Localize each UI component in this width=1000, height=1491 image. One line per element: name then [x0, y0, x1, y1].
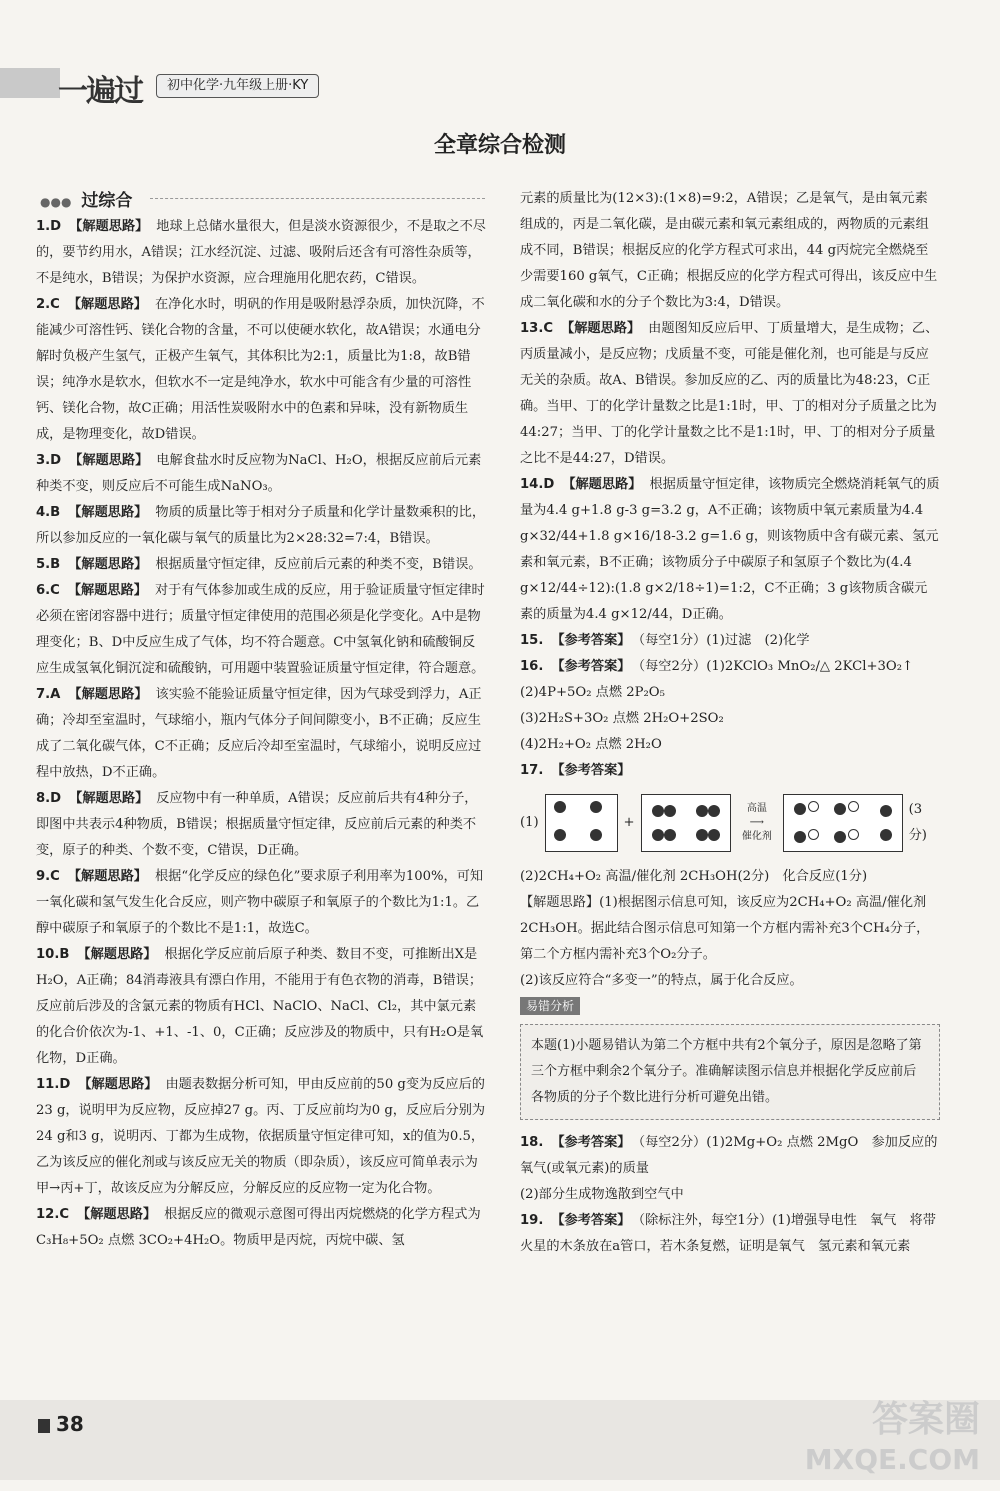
answer-text: 根据化学反应前后原子种类、数目不变，可推断出X是H₂O，A正确；84消毒液具有漂白作用，不能用于有色衣物的消毒，B错误；反应前后涉及的含氯元素的物质有HCl、NaClO、NaCl、Cl₂，其中氯元素的化合价依次为-1、+1、-1、0，C正确；反应涉及的物质中，只有H₂O是氧化物，D正确。: [36, 947, 484, 1066]
answer-item: [520, 1182, 940, 1208]
answer-number: 17.: [520, 763, 544, 778]
answer-tag: 【参考答案】: [551, 633, 631, 648]
answer-tag: 【解题思路】: [69, 791, 149, 806]
answer-number: 8.D: [36, 791, 62, 806]
answer-text: 在净化水时，明矾的作用是吸附悬浮杂质，加快沉降，不能减少可溶性钙、镁化合物的含量，不可以使硬水软化，故A错误；水通电分解时负极产生氢气，正极产生氧气，其体积比为2:1，质量比为1:8，故B错误；纯净水是软水，但软水不一定是纯净水，软水中可能含有少量的可溶性钙、镁化合物，故C正确；用活性炭吸附水中的色素和异味，没有新物质生成，是物理变化，故D错误。: [36, 297, 485, 442]
answer-item: [520, 1130, 940, 1182]
answer-text: 元素的质量比为(12×3):(1×8)=9:2，A错误；乙是氧气，是由氧元素组成的，丙是二氧化碳，是由碳元素和氧元素组成的，两物质的元素组成不同，B错误；根据反应的化学方程式可求出，44 g丙烷完全燃烧至少需要160 g氧气，C正确；根据反应的化学方程式可得出，该反应中生成二氧化碳和水的分子个数比为3:4，D错误。: [520, 191, 938, 310]
answer-item: [520, 654, 940, 680]
answer-item: [520, 706, 940, 732]
answer-item: [36, 578, 486, 682]
answer-number: 9.C: [36, 869, 60, 884]
answer-tag: 【参考答案】: [551, 1213, 631, 1228]
error-analysis-text: 本题(1)小题易错认为第二个方框中共有2个氧分子，原因是忽略了第三个方框中剩余2个氧分子。准确解读图示信息并根据化学反应前后各物质的分子个数比进行分析可避免出错。: [520, 1024, 940, 1120]
answer-tag: 【参考答案】: [551, 763, 631, 778]
section-title: 过综合: [81, 191, 133, 211]
molecule-icon: [880, 805, 892, 817]
molecule-icon: [834, 803, 846, 815]
answer-item: [520, 758, 940, 784]
molecule-icon: [848, 829, 859, 840]
book-label: 初中化学·九年级上册·KY: [156, 74, 319, 98]
answer-tag: 【参考答案】: [551, 659, 631, 674]
answer-text: 根据反应的微观示意图可得出丙烷燃烧的化学方程式为C₃H₈+5O₂ 点燃 3CO₂+4H₂O。物质甲是丙烷，丙烷中碳、氢: [36, 1207, 481, 1248]
left-column: [36, 214, 486, 1254]
answer-item: [520, 680, 940, 706]
answer-tag: 【解题思路】: [67, 583, 147, 598]
answer-number: 1.D: [36, 219, 62, 234]
right-column: [520, 186, 940, 1260]
watermark-text: 答案圈: [871, 1399, 980, 1440]
answer-text: 由题表数据分析可知，甲由反应前的50 g变为反应后的23 g，说明甲为反应物，反应掉27 g。丙、丁反应前均为0 g，反应后分别为24 g和3 g，说明丙、丁都为生成物，依据质量守恒定律可知，x的值为0.5，乙为该反应的催化剂或与该反应无关的物质（即杂质），该反应可简单表示为甲→丙+丁，故该反应为分解反应，分解反应的反应物一定为化合物。: [36, 1077, 486, 1196]
answer-tag: 【解题思路】: [67, 297, 147, 312]
molecule-icon: [652, 805, 664, 817]
answer-tag: 【解题思路】: [77, 947, 157, 962]
q17-part2: (2)2CH₄+O₂ 高温/催化剂 2CH₃OH(2分) 化合反应(1分): [520, 869, 868, 884]
q17-analysis: 【解题思路】(1)根据图示信息可知，该反应为2CH₄+O₂ 高温/催化剂 2CH₃OH。据此结合图示信息可知第一个方框内需补充3个CH₄分子，第二个方框内需补充3个O₂分子。: [520, 895, 930, 962]
answer-text: (3)2H₂S+3O₂ 点燃 2H₂O+2SO₂: [520, 711, 724, 726]
answer-item: [36, 864, 486, 942]
answer-text: 电解食盐水时反应物为NaCl、H₂O，根据反应前后元素种类不变，则反应后不可能生成NaNO₃。: [36, 453, 482, 494]
answer-item: [36, 1202, 486, 1254]
molecule-icon: [590, 801, 602, 813]
answer-tag: 【解题思路】: [562, 477, 642, 492]
page-number: 38: [38, 1412, 84, 1436]
molecule-icon: [696, 805, 708, 817]
answer-item: [36, 786, 486, 864]
answer-number: 3.D: [36, 453, 62, 468]
answer-text: (2)4P+5O₂ 点燃 2P₂O₅: [520, 685, 665, 700]
answer-number: 5.B: [36, 557, 61, 572]
answer-text: （每空1分）(1)过滤 (2)化学: [638, 633, 810, 648]
molecule-icon: [554, 801, 566, 813]
error-analysis: [520, 994, 940, 1120]
answer-text: 根据质量守恒定律，反应前后元素的种类不变，B错误。: [155, 557, 482, 572]
molecule-icon: [664, 805, 676, 817]
q17-score: (3分): [908, 802, 927, 843]
page-title: 全章综合检测: [433, 133, 566, 158]
answer-number: 6.C: [36, 583, 60, 598]
arrow-condition-top: 高温: [746, 803, 767, 814]
answer-tag: 【解题思路】: [67, 869, 147, 884]
section-divider: [150, 198, 485, 199]
molecule-icon: [708, 805, 720, 817]
header-bar: [0, 68, 60, 98]
molecule-icon: [554, 829, 566, 841]
molecule-icon: [848, 801, 859, 812]
answer-item: [520, 1208, 940, 1260]
product-molecules-box: [783, 794, 903, 852]
ch4-molecules-box: [545, 794, 618, 852]
answer-text: 物质的质量比等于相对分子质量和化学计量数乘积的比，所以参加反应的一氧化碳与氧气的质量比为2×28:32=7:4，B错误。: [36, 505, 486, 546]
answer-number: 10.B: [36, 947, 70, 962]
answer-number: 15.: [520, 633, 544, 648]
answer-number: 18.: [520, 1135, 544, 1150]
right-answers-top: [520, 186, 940, 784]
answer-tag: 【解题思路】: [69, 219, 149, 234]
answer-text: （除标注外，每空1分）(1)增强导电性 氧气 将带火星的木条放在a管口，若木条复燃，证明是氧气 氢元素和氧元素: [520, 1213, 936, 1254]
answer-number: 7.A: [36, 687, 61, 702]
arrow-condition-bottom: 催化剂: [741, 831, 772, 842]
answer-item: [520, 628, 940, 654]
molecule-icon: [794, 803, 806, 815]
answer-number: 11.D: [36, 1077, 71, 1092]
arrow-line: ⟶: [749, 817, 765, 828]
error-analysis-tag: 易错分析: [520, 997, 580, 1015]
answer-number: 14.D: [520, 477, 555, 492]
q17-analysis-2: (2)该反应符合“多变一”的特点，属于化合反应。: [520, 973, 803, 988]
answer-item: [520, 316, 940, 472]
answer-number: 13.C: [520, 321, 554, 336]
molecule-icon: [664, 829, 676, 841]
answer-number: 4.B: [36, 505, 61, 520]
answer-tag: 【解题思路】: [68, 687, 148, 702]
watermark: [805, 1400, 980, 1480]
answer-text: 反应物中有一种单质，A错误；反应前后共有4种分子，即图中共表示4种物质，B错误；根据质量守恒定律，反应前后元素的种类不变，原子的种类、个数不变，C错误，D正确。: [36, 791, 478, 858]
answer-text: (4)2H₂+O₂ 点燃 2H₂O: [520, 737, 662, 752]
molecule-icon: [590, 829, 602, 841]
answer-text: 对于有气体参加或生成的反应，用于验证质量守恒定律时必须在密闭容器中进行；质量守恒定律使用的范围必须是化学变化。A中是物理变化；B、D中反应生成了气体，均不符合题意。C中氢氧化钠和硫酸铜反应生成氢氧化铜沉淀和硫酸钠，可用题中装置验证质量守恒定律，符合题意。: [36, 583, 485, 676]
answer-item: [520, 732, 940, 758]
answer-item: [36, 552, 486, 578]
answer-number: 2.C: [36, 297, 60, 312]
q17-part1-label: (1): [520, 815, 539, 830]
q17-diagram: [520, 792, 940, 854]
molecule-icon: [880, 829, 892, 841]
section-header: [40, 186, 485, 210]
molecule-icon: [808, 801, 819, 812]
answer-tag: 【解题思路】: [77, 1207, 157, 1222]
answer-item: [520, 472, 940, 628]
answer-item: [36, 292, 486, 448]
o2-molecules-box: [641, 794, 732, 852]
answer-tag: 【解题思路】: [69, 453, 149, 468]
brand-logo: 一遍过: [58, 74, 142, 109]
answer-number: 19.: [520, 1213, 544, 1228]
answer-tag: 【解题思路】: [68, 557, 148, 572]
answer-tag: 【解题思路】: [68, 505, 148, 520]
molecule-icon: [834, 831, 846, 843]
answer-text: 根据“化学反应的绿色化”要求原子利用率为100%，可知一氧化碳和氢气发生化合反应，则产物中碳原子和氧原子的个数比为1:1。乙醇中碳原子和氧原子的个数比不是1:1，故选C。: [36, 869, 484, 936]
plus-sign: +: [623, 815, 635, 830]
answer-tag: 【参考答案】: [551, 1135, 631, 1150]
answer-text: 由题图知反应后甲、丁质量增大，是生成物；乙、丙质量减小，是反应物；戊质量不变，可能是催化剂，也可能是与反应无关的杂质。故A、B错误。参加反应的乙、丙的质量比为48:23，C正确。当甲、丁的化学计量数之比是1:1时，甲、丁的相对分子质量之比为44:27；当甲、丁的化学计量数之比不是1:1时，甲、丁的相对分子质量之比不是44:27，D错误。: [520, 321, 939, 466]
answer-item: [520, 186, 940, 316]
watermark-url: MXQE.COM: [804, 1443, 980, 1476]
molecule-icon: [808, 829, 819, 840]
molecule-icon: [794, 831, 806, 843]
right-answers-bottom: [520, 1130, 940, 1260]
answer-tag: 【解题思路】: [561, 321, 641, 336]
answer-text: 该实验不能验证质量守恒定律，因为气球受到浮力，A正确；冷却至室温时，气球缩小，瓶内气体分子间间隙变小，B不正确；反应生成了二氧化碳气体，C不正确；反应后冷却至室温时，气球缩小，说明反应过程中放热，D不正确。: [36, 687, 482, 780]
answer-text: （每空2分）(1)2Mg+O₂ 点燃 2MgO 参加反应的氧气(或氧元素)的质量: [520, 1135, 938, 1176]
answer-number: 12.C: [36, 1207, 70, 1222]
molecule-icon: [708, 829, 720, 841]
answer-item: [36, 448, 486, 500]
answer-item: [36, 942, 486, 1072]
reaction-arrow: [737, 802, 776, 844]
answer-item: [36, 214, 486, 292]
answer-tag: 【解题思路】: [78, 1077, 158, 1092]
answer-item: [36, 1072, 486, 1202]
answer-text: 根据质量守恒定律，该物质完全燃烧消耗氧气的质量为4.4 g+1.8 g-3 g=3.2 g，A不正确；该物质中氧元素质量为4.4 g×32/44+1.8 g×16/18-3.2 g=1.6 g，则该物质中含有碳元素、氢元素和氧元素，B不正确；该物质分子中碳原子和氢原子个数比为(4.4 g×12/44÷12):(1.8 g×2/18÷1)=1:2，C不正确；3 g该物质含碳元素的质量为4.4 g×12/44，D正确。: [520, 477, 940, 622]
answer-text: 地球上总储水量很大，但是淡水资源很少，不是取之不尽的，要节约用水，A错误；江水经沉淀、过滤、吸附后还含有可溶性杂质等，不是纯水，B错误；为保护水资源，应合理施用化肥农药，C错误。: [36, 219, 486, 286]
answer-item: [36, 682, 486, 786]
answer-number: 16.: [520, 659, 544, 674]
answer-text: (2)部分生成物逸散到空气中: [520, 1187, 684, 1202]
molecule-icon: [696, 829, 708, 841]
answer-text: （每空2分）(1)2KClO₃ MnO₂/△ 2KCl+3O₂↑: [638, 659, 914, 674]
dots-icon: ●●●: [40, 195, 72, 209]
molecule-icon: [652, 829, 664, 841]
answer-item: [36, 500, 486, 552]
